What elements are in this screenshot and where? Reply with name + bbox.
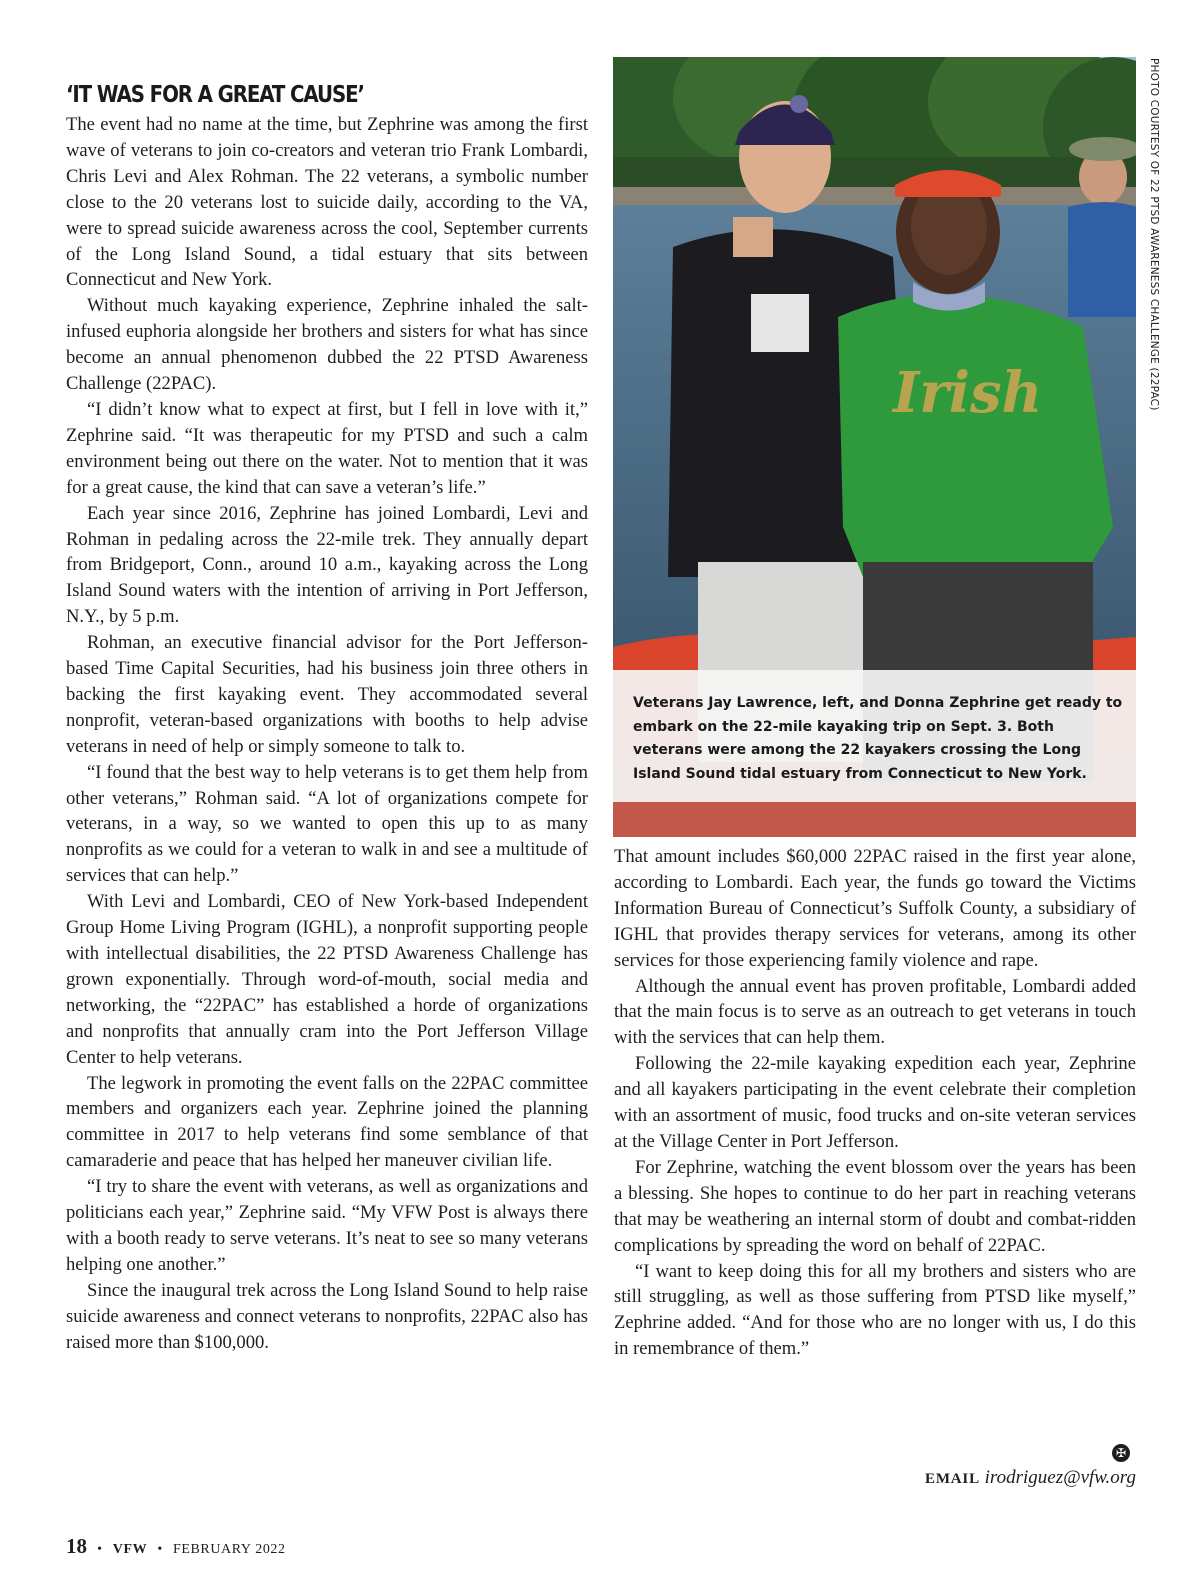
photo-caption-box [613, 670, 1136, 802]
article-paragraph: “I want to keep doing this for all my brothers and sisters who are still struggling, as well as those suffering from PTSD like myself,” Zephrine added. “And for those who are no longer with us, I do this in remembrance of them.” [614, 1260, 1136, 1360]
shirt-text: Irish [893, 360, 1043, 426]
article-right-column [614, 844, 1136, 1362]
footer-separator: • [97, 1542, 103, 1557]
article-paragraph: With Levi and Lombardi, CEO of New York-based Independent Group Home Living Program (IGHL), a nonprofit supporting people with intellectual disabilities, the 22 PTSD Awareness Challenge has grown exponentially. Through word-of-mouth, social media and networking, the “22PAC” has established a horde of organizations and nonprofits that annually cram into the Port Jefferson Village Center to help veterans. [66, 891, 588, 1068]
article-paragraph: Without much kayaking experience, Zephrine inhaled the salt-infused euphoria alongside her brothers and sisters for what has since become an annual phenomenon dubbed the 22 PTSD Awareness Challenge (22PAC). [66, 295, 588, 395]
article-paragraph: The legwork in promoting the event falls on the 22PAC committee members and organizers each year. Zephrine joined the planning committee in 2017 to help veterans find some semblance of that camaraderie and peace that has helped her maneuver civilian life. [66, 1072, 588, 1172]
footer-separator: • [157, 1542, 163, 1557]
email-label: EMAIL [925, 1471, 980, 1487]
article-paragraph: The event had no name at the time, but Zephrine was among the first wave of veterans to join co-creators and veteran trio Frank Lombardi, Chris Levi and Alex Rohman. The 22 veterans, a symbolic number close to the 20 veterans lost to suicide daily, according to the VA, were to spread suicide awareness across the cool, September currents of the Long Island Sound, a tidal estuary that sits between Connecticut and New York. [66, 114, 588, 291]
article-paragraph: Following the 22-mile kayaking expedition each year, Zephrine and all kayakers participating in the event celebrate their completion with an assortment of music, food trucks and on-site veteran services at the Village Center in Port Jefferson. [614, 1053, 1136, 1152]
article-paragraph: “I found that the best way to help veterans is to get them help from other veterans,” Rohman said. “A lot of organizations compete for veterans, in a way, so we wanted to open this up to as many nonprofits as we could for a veteran to walk in and see a multitude of services that can help.” [66, 761, 588, 887]
page-footer [66, 1534, 286, 1559]
article-paragraph: For Zephrine, watching the event blossom over the years has been a blessing. She hopes to continue to do her part in reaching veterans that may be weathering an internal storm of doubt and combat-ridden complications by spreading the word on behalf of 22PAC. [614, 1156, 1136, 1256]
article-photo [613, 57, 1136, 837]
section-heading: ‘IT WAS FOR A GREAT CAUSE’ [66, 82, 364, 108]
article-left-column [66, 112, 588, 1356]
page-number: 18 [66, 1534, 87, 1558]
vfw-cross-icon: ✠ [1112, 1444, 1130, 1462]
issue-date: FEBRUARY 2022 [172, 1542, 286, 1557]
article-paragraph: Since the inaugural trek across the Long Island Sound to help raise suicide awareness and connect veterans to nonprofits, 22PAC also has raised more than $100,000. [66, 1279, 588, 1353]
email-address[interactable]: irodriguez@vfw.org [984, 1467, 1136, 1488]
article-paragraph: Rohman, an executive financial advisor for the Port Jefferson-based Time Capital Securities, had his business join three others in backing the first kayaking event. They accommodated several nonprofit, veteran-based organizations with booths to help advise veterans in need of help or simply someone to talk to. [66, 632, 588, 757]
photo-credit: PHOTO COURTESY OF 22 PTSD AWARENESS CHALLENGE (22PAC) [1148, 58, 1160, 411]
magazine-name: VFW [112, 1542, 148, 1557]
article-paragraph: Each year since 2016, Zephrine has joined Lombardi, Levi and Rohman in pedaling across the 22-mile trek. They annually depart from Bridgeport, Conn., around 10 a.m., kayaking across the Long Island Sound waters with the intention of arriving in Port Jefferson, N.Y., by 5 p.m. [66, 502, 588, 628]
author-email [925, 1467, 1136, 1489]
article-paragraph: “I didn’t know what to expect at first, but I fell in love with it,” Zephrine said. “It was therapeutic for my PTSD and such a calm environment being out there on the water. Not to mention that it was for a great cause, the kind that can save a veteran’s life.” [66, 398, 588, 498]
article-paragraph: Although the annual event has proven profitable, Lombardi added that the main focus is to serve as an outreach to get veterans in touch with the services that can help them. [614, 975, 1136, 1049]
article-paragraph: That amount includes $60,000 22PAC raised in the first year alone, according to Lombardi. Each year, the funds go toward the Victims Information Bureau of Connecticut’s Suffolk County, a subsidiary of IGHL that provides therapy services for veterans, among its other services for those experiencing family violence and rape. [614, 846, 1136, 971]
tree-line [613, 57, 1136, 197]
article-paragraph: “I try to share the event with veterans, as well as organizations and politicians each year,” Zephrine said. “My VFW Post is always there with a booth ready to serve veterans. It’s neat to see so many veterans helping one another.” [66, 1176, 588, 1275]
photo-caption: Veterans Jay Lawrence, left, and Donna Zephrine get ready to embark on the 22-mile kayaking trip on Sept. 3. Both veterans were among the 22 kayakers crossing the Long Island Sound tidal estuary from Connecticut to New York. [633, 695, 1123, 782]
